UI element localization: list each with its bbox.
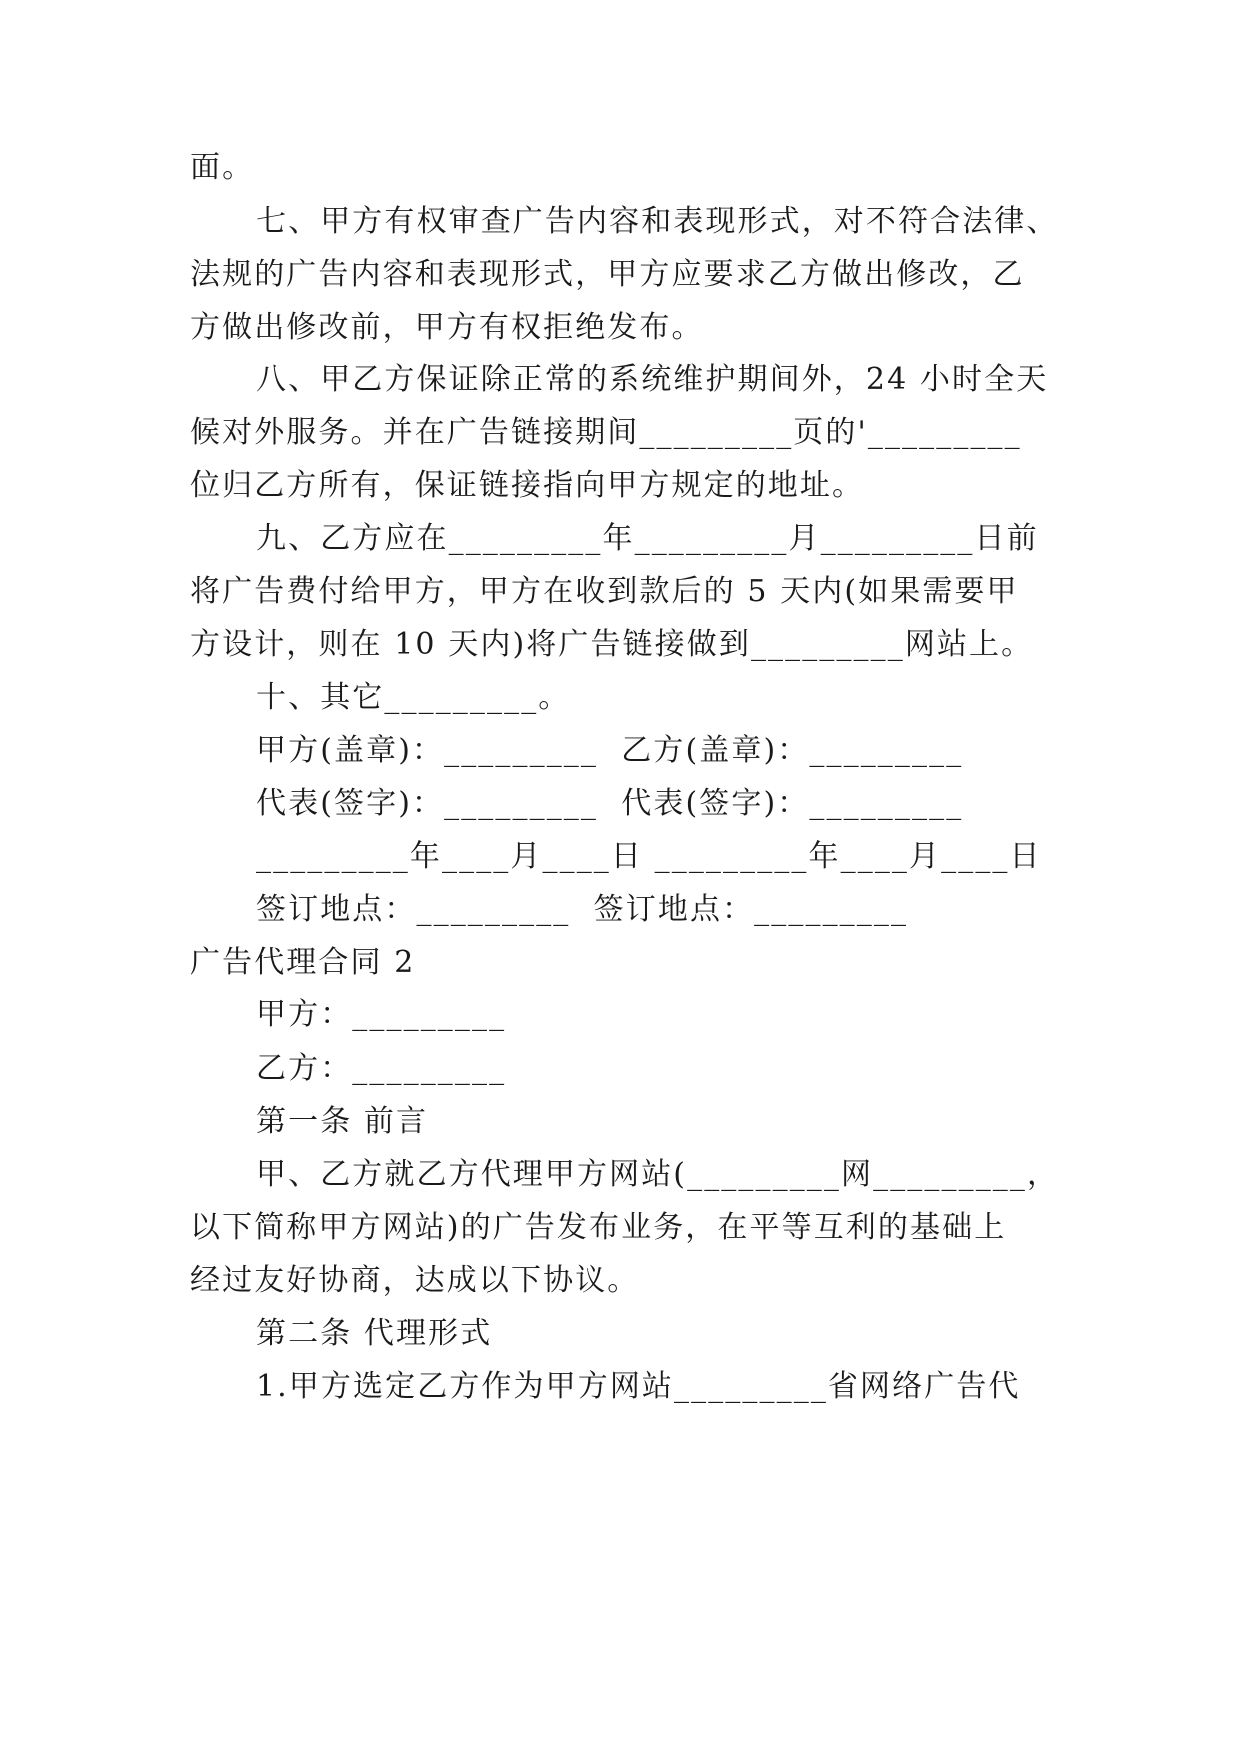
text-line: 将广告费付给甲方，甲方在收到款后的 5 天内(如果需要甲 [190,574,1019,609]
text-line: 十、其它_________。 [256,680,571,715]
place-line: 签订地点：_________ 签订地点：_________ [256,892,909,927]
signature-line: 甲方(盖章)：_________ 乙方(盖章)：_________ [256,733,964,768]
article-heading: 第一条 前言 [256,1104,429,1139]
text-line: 以下简称甲方网站)的广告发布业务，在平等互利的基础上 [190,1210,1007,1245]
text-line: 经过友好协商，达成以下协议。 [190,1263,640,1298]
text-line: 九、乙方应在_________年_________月_________日前 [256,521,1039,556]
text-line: 方做出修改前，甲方有权拒绝发布。 [190,310,704,345]
text-line: 面。 [190,150,255,185]
text-line: 七、甲方有权审查广告内容和表现形式，对不符合法律、 [256,204,1059,239]
article-heading: 第二条 代理形式 [256,1316,493,1351]
text-line: 甲、乙方就乙方代理甲方网站(_________网_________， [256,1157,1060,1192]
party-a-line: 甲方：_________ [256,997,507,1032]
party-b-line: 乙方：_________ [256,1051,507,1086]
text-line: 候对外服务。并在广告链接期间_________页的'_________ [190,415,1022,450]
section-title: 广告代理合同 2 [190,945,416,980]
date-line: _________年____月____日 _________年____月____日 [256,839,1042,874]
signature-line: 代表(签字)：_________ 代表(签字)：_________ [256,786,964,821]
text-line: 法规的广告内容和表现形式，甲方应要求乙方做出修改，乙 [190,257,1025,292]
text-line: 方设计，则在 10 天内)将广告链接做到_________网站上。 [190,627,1034,662]
text-line: 1.甲方选定乙方作为甲方网站_________省网络广告代 [256,1369,1021,1404]
text-line: 位归乙方所有，保证链接指向甲方规定的地址。 [190,468,865,503]
text-line: 八、甲乙方保证除正常的系统维护期间外，24 小时全天 [256,362,1049,397]
